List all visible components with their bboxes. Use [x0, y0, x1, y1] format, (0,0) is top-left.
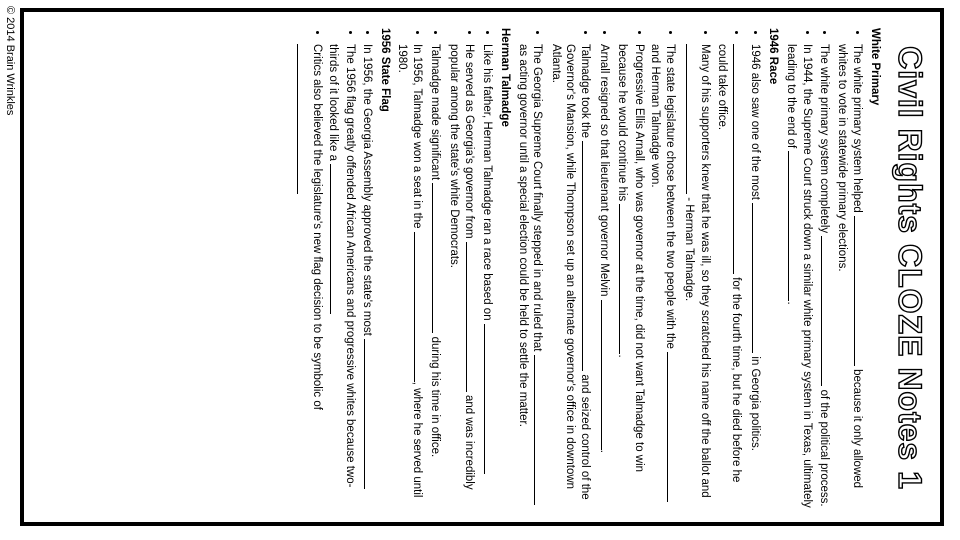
note-text: The white primary system helped: [851, 44, 863, 213]
note-text: during his time in office.: [429, 336, 442, 458]
page-title: Civil Rights CLOZE Notes 1: [892, 46, 928, 490]
section-heading-1946-race: 1946 Race: [767, 28, 780, 85]
note-text: , where he served until 1980.: [396, 44, 423, 498]
note-text: and Herman Talmadge won.: [649, 44, 662, 188]
list-item: [816, 44, 833, 508]
note-text: He served as Georgia's governor from: [462, 44, 475, 239]
worksheet-frame: [20, 8, 944, 526]
blank-line[interactable]: [432, 183, 444, 333]
note-text: The state legislature chose between the two people with the: [664, 44, 677, 349]
note-text: Talmadge made significant: [429, 44, 442, 181]
list-item: [714, 44, 745, 508]
note-text: because it only allowed whites to vote in statewide primary elections.: [836, 44, 863, 489]
list-item: [480, 44, 497, 508]
list-item: [326, 44, 357, 508]
blank-line[interactable]: [788, 151, 800, 301]
blank-line[interactable]: [667, 352, 679, 502]
blank-line[interactable]: [534, 355, 546, 505]
blank-line[interactable]: [297, 44, 309, 194]
list-item: [548, 44, 594, 508]
list-item: [395, 44, 426, 508]
list-item: [681, 44, 712, 508]
blank-line[interactable]: [364, 339, 376, 489]
blank-line[interactable]: [733, 44, 745, 274]
blank-line[interactable]: [466, 242, 478, 392]
list-item: [515, 44, 546, 508]
note-text: In 1956, Talmadge won a seat in the: [410, 44, 423, 229]
list-herman-talmadge: [395, 28, 497, 508]
section-heading-1956-state-flag: 1956 State Flag: [378, 28, 391, 112]
list-item: [293, 44, 324, 508]
section-heading-white-primary: White Primary: [869, 28, 881, 106]
note-text: The white primary system completely: [817, 44, 830, 234]
rotated-worksheet: [24, 12, 940, 522]
blank-line[interactable]: [686, 44, 698, 194]
note-text: In 1956, the Georgia Assembly approved the state's most: [360, 44, 373, 336]
note-text: - Herman Talmadge.: [682, 197, 695, 302]
list-item: [596, 44, 613, 508]
note-text: in Georgia politics.: [749, 356, 762, 452]
blank-line[interactable]: [414, 232, 426, 382]
list-item: [359, 44, 376, 508]
copyright-notice: [2, 6, 18, 526]
note-text: and seized control of the Governor's Mansion, while Thompson set up an alternate governor's office in downtown Atlanta.: [549, 44, 592, 500]
note-text: Progressive Ellis Arnall, who was governor at the time, did not want Talmadge to win because he would continue his: [616, 44, 645, 473]
note-text: Like his father, Herman Talmadge ran a race based on: [481, 44, 494, 321]
note-text: 1946 also saw one of the most: [749, 44, 762, 200]
list-1956-state-flag: [293, 28, 376, 508]
blank-line[interactable]: [854, 216, 866, 366]
blank-line[interactable]: [752, 203, 764, 353]
note-text: Many of his supporters knew that he was ill, so they scratched his name off the ballot and: [699, 44, 712, 498]
note-text: The Georgia Supreme Court finally stepped in and ruled that: [531, 44, 544, 352]
note-text: .: [597, 449, 610, 453]
blank-line[interactable]: [601, 300, 613, 450]
section-heading-herman-talmadge: Herman Talmadge: [499, 28, 512, 127]
copyright-text: © 2014 Brain Wrinkles: [4, 6, 16, 116]
list-item: [428, 44, 445, 508]
list-item: [747, 44, 764, 508]
note-text: for the fourth time, but he died before he could take office.: [715, 44, 743, 483]
blank-line[interactable]: [484, 324, 496, 474]
note-text: Critics also believed the legislature's new flag decision to be symbolic of: [310, 44, 323, 410]
note-text: .: [784, 301, 797, 305]
note-text: as acting governor until a special election could be held to settle the matter.: [516, 44, 529, 427]
note-text: Arnall resigned so that lieutenant governor Melvin: [597, 44, 610, 297]
list-item: [615, 44, 646, 508]
blank-line[interactable]: [330, 164, 342, 314]
note-text: The 1956 flag greatly offended African Americans and progressive whites because two-thirds of it looked like a: [327, 44, 356, 488]
note-text: and was incredibly popular among the state's white Democrats.: [447, 44, 475, 490]
list-item: [648, 44, 679, 508]
list-white-primary: [783, 28, 866, 508]
note-text: .: [616, 354, 629, 358]
blank-line[interactable]: [821, 236, 833, 386]
note-text: of the political process.: [817, 389, 830, 507]
list-item: [446, 44, 477, 508]
note-text: Talmadge took the: [579, 44, 592, 138]
blank-line[interactable]: [619, 204, 631, 354]
blank-line[interactable]: [582, 141, 594, 371]
note-text: In 1944, the Supreme Court struck down a similar white primary system in Texas, ultimately leading to the end of: [784, 44, 814, 508]
list-1946-race: [515, 28, 764, 508]
list-item: [783, 44, 814, 508]
list-item: [835, 44, 866, 508]
